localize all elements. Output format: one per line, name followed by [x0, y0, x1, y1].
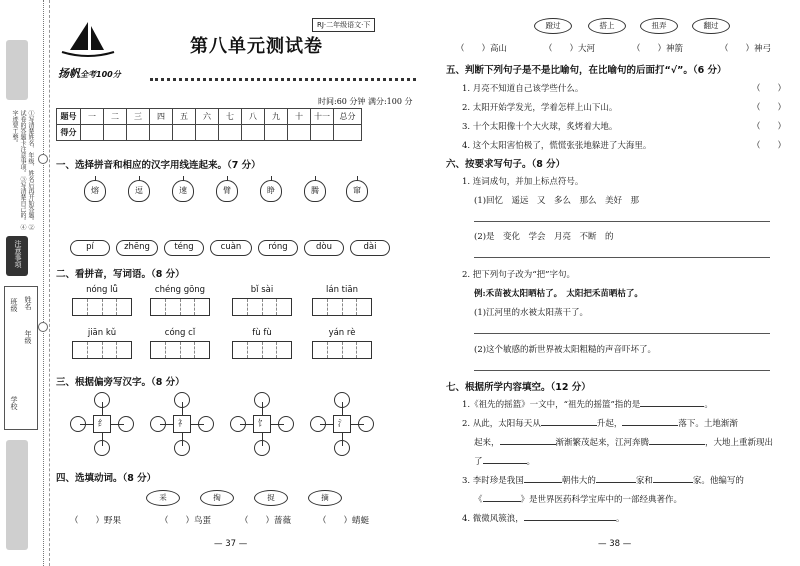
- question-text: 升起，: [596, 419, 623, 429]
- table-cell: 四: [150, 109, 173, 125]
- writing-grid[interactable]: [72, 298, 132, 316]
- pinyin-pill[interactable]: cuàn: [210, 240, 252, 256]
- table-cell: 七: [219, 109, 242, 125]
- score-header-row: [57, 109, 362, 125]
- grade-badge: RJ·二年级语文·下: [312, 18, 375, 32]
- section-2-title: 二、看拼音，写词语。（8 分）: [56, 269, 185, 280]
- pinyin-pill[interactable]: zhēng: [116, 240, 158, 256]
- question-text: 朝伟大的: [561, 476, 596, 486]
- verb-oval: 翻过: [692, 18, 730, 34]
- question-text: 起来，: [474, 438, 500, 448]
- judge-item: 2. 太阳开始学发光，学着怎样上山下山。: [462, 103, 618, 113]
- strip-instructions: ①写清楚姓名、年级、姓名后再开始答题。②试卷的答题卡注意事项。③写清楚自己的。④字迹要工整。: [11, 110, 34, 230]
- score-cell[interactable]: [334, 125, 362, 141]
- question-text: 《: [474, 495, 483, 505]
- question-text: ，大地上重新现出: [705, 438, 774, 448]
- logo: [58, 20, 158, 78]
- radical-cross: [310, 392, 374, 456]
- radical-cross: [150, 392, 214, 456]
- verb-fill-item[interactable]: （ ）高山: [456, 44, 508, 54]
- char-apple[interactable]: 睁: [260, 180, 282, 202]
- question-text: 》是世界医药科学宝库中的一部经典著作。: [520, 495, 683, 505]
- table-cell: 五: [173, 109, 196, 125]
- blank[interactable]: [640, 398, 704, 407]
- blank[interactable]: [500, 436, 556, 445]
- char-apple[interactable]: 腾: [304, 180, 326, 202]
- pinyin-label: nóng lǚ: [86, 285, 118, 295]
- question-text: 。: [704, 400, 713, 410]
- question: 1. 连词成句，并加上标点符号。: [462, 177, 584, 187]
- table-cell: 三: [127, 109, 150, 125]
- judge-answer[interactable]: （ ）: [752, 141, 787, 151]
- question: (1)回忆 遥远 又 多么 那么 美好 那: [474, 196, 640, 206]
- verb-oval: 采: [146, 490, 180, 506]
- score-cell[interactable]: [288, 125, 311, 141]
- score-cell[interactable]: [196, 125, 219, 141]
- strip-fold-line: [43, 0, 45, 566]
- verb-fill-item[interactable]: （ ）大河: [544, 44, 596, 54]
- verb-fill-item[interactable]: （ ）蔷薇: [240, 516, 292, 526]
- radical-box: 饣: [253, 415, 271, 433]
- page-number-right: — 38 —: [598, 539, 632, 549]
- writing-grid[interactable]: [232, 341, 292, 359]
- score-cell[interactable]: [104, 125, 127, 141]
- question-text: 落下。土地渐渐: [678, 419, 738, 429]
- verb-oval: 捉: [254, 490, 288, 506]
- logo-main: 扬帆: [58, 67, 80, 80]
- score-cell[interactable]: [173, 125, 196, 141]
- table-cell: 总分: [334, 109, 362, 125]
- table-cell: 十: [288, 109, 311, 125]
- question-text: 1.《祖先的摇篮》一文中，“祖先的摇篮”指的是: [462, 400, 641, 410]
- answer-line[interactable]: [474, 221, 770, 222]
- table-cell: 十一: [311, 109, 334, 125]
- fill-blank-question: [474, 436, 773, 448]
- score-table: [56, 108, 362, 141]
- section-1-title: 一、选择拼音和相应的汉字用线连起来。（7 分）: [56, 160, 261, 171]
- blank[interactable]: [622, 417, 678, 426]
- verb-oval: 搭上: [588, 18, 626, 34]
- question-text: 。: [615, 514, 625, 524]
- table-cell: 九: [265, 109, 288, 125]
- radical-box: 氵: [333, 415, 351, 433]
- judge-answer[interactable]: （ ）: [752, 103, 787, 113]
- score-cell[interactable]: [265, 125, 288, 141]
- score-cell[interactable]: [127, 125, 150, 141]
- score-cell[interactable]: [150, 125, 173, 141]
- char-apple[interactable]: 熔: [84, 180, 106, 202]
- question-text: 4. 微微风簇浪，: [462, 514, 524, 524]
- table-cell: 一: [81, 109, 104, 125]
- writing-grid[interactable]: [232, 298, 292, 316]
- answer-line[interactable]: [474, 333, 770, 334]
- blank[interactable]: [483, 455, 527, 464]
- score-row: [57, 125, 362, 141]
- radical-box: 礻: [173, 415, 191, 433]
- answer-line[interactable]: [474, 257, 770, 258]
- example: 例:禾苗被太阳晒枯了。 太阳把禾苗晒枯了。: [474, 289, 643, 299]
- writing-grid[interactable]: [150, 341, 210, 359]
- verb-fill-item[interactable]: （ ）神弓: [720, 44, 772, 54]
- binding-hole: [38, 154, 48, 164]
- page-title: 第八单元测试卷: [190, 36, 323, 57]
- pinyin-label: cóng cǐ: [164, 328, 196, 338]
- page-number-left: — 37 —: [214, 539, 248, 549]
- table-cell: 八: [242, 109, 265, 125]
- strip-field-class: 班级: [10, 298, 18, 312]
- question: (2)是 变化 学会 月亮 不断 的: [474, 232, 614, 242]
- pinyin-label: fù fù: [252, 328, 272, 338]
- fill-blank-question: [462, 474, 744, 486]
- binding-hole: [38, 322, 48, 332]
- answer-line[interactable]: [474, 370, 770, 371]
- judge-item: 3. 十个太阳像十个大火球，炙烤着大地。: [462, 122, 618, 132]
- table-cell: 得分: [57, 125, 81, 141]
- pinyin-pill[interactable]: téng: [164, 240, 204, 256]
- pinyin-label: bǐ sài: [250, 285, 274, 295]
- fill-blank-question: [462, 512, 624, 524]
- question-text: 。: [526, 457, 536, 467]
- char-apple[interactable]: 窜: [346, 180, 368, 202]
- blank[interactable]: [524, 512, 616, 521]
- section-3-title: 三、根据偏旁写汉字。（8 分）: [56, 377, 185, 388]
- section-4-title: 四、选填动词。（8 分）: [56, 473, 157, 484]
- question-text: 3. 李时珍是我国: [462, 476, 524, 486]
- pinyin-pill[interactable]: pí: [70, 240, 110, 256]
- fill-blank-question: [474, 455, 535, 467]
- table-cell: 题号: [57, 109, 81, 125]
- fill-blank-question: [462, 417, 738, 429]
- strip-field-school: 学校: [10, 396, 18, 410]
- score-cell[interactable]: [219, 125, 242, 141]
- binding-strip: [0, 0, 50, 566]
- score-cell[interactable]: [242, 125, 265, 141]
- verb-fill-item[interactable]: （ ）神箭: [632, 44, 684, 54]
- writing-grid[interactable]: [72, 341, 132, 359]
- pinyin-pill[interactable]: dài: [350, 240, 390, 256]
- writing-grid[interactable]: [312, 298, 372, 316]
- blank[interactable]: [596, 474, 636, 483]
- pinyin-pill[interactable]: róng: [258, 240, 298, 256]
- fill-blank-question: [474, 493, 682, 505]
- question: (2)这个敏感的新世界被太阳粗糙的声音吓坏了。: [474, 345, 657, 355]
- question-text: 渐渐繁茂起来，江河奔腾: [555, 438, 650, 448]
- radical-box: 纟: [93, 415, 111, 433]
- question-text: 家。他编写的: [692, 476, 744, 486]
- table-cell: 六: [196, 109, 219, 125]
- judge-answer[interactable]: （ ）: [752, 84, 787, 94]
- table-cell: 二: [104, 109, 127, 125]
- char-apple[interactable]: 逗: [128, 180, 150, 202]
- section-5-title: 五、判断下列句子是不是比喻句，在比喻句的后面打“√”。（6 分）: [446, 65, 727, 76]
- radical-cross: [70, 392, 134, 456]
- verb-oval: 摘: [308, 490, 342, 506]
- blank[interactable]: [483, 493, 521, 502]
- verb-fill-item[interactable]: （ ）蜻蜓: [318, 516, 370, 526]
- blank[interactable]: [541, 417, 597, 426]
- question-text: 2. 从此，太阳每天从: [462, 419, 541, 429]
- title-underline: [150, 78, 416, 81]
- char-apple[interactable]: 臂: [216, 180, 238, 202]
- writing-grid[interactable]: [312, 341, 372, 359]
- blank[interactable]: [649, 436, 705, 445]
- question: (1)江河里的水被太阳蒸干了。: [474, 308, 589, 318]
- judge-answer[interactable]: （ ）: [752, 122, 787, 132]
- strip-shade-bottom: [6, 440, 28, 550]
- radical-cross: [230, 392, 294, 456]
- blank[interactable]: [653, 474, 693, 483]
- verb-oval: 扭弄: [640, 18, 678, 34]
- strip-shade-top: [6, 40, 28, 100]
- judge-item: 4. 这个太阳害怕极了，慌慌张张地躲进了大海里。: [462, 141, 652, 151]
- question-text: 了: [474, 457, 483, 467]
- question: 2. 把下列句子改为“把”字句。: [462, 270, 576, 280]
- verb-oval: 蹬过: [534, 18, 572, 34]
- question-text: 家和: [635, 476, 653, 486]
- strip-notice: 注意事项: [14, 240, 22, 268]
- verb-fill-item[interactable]: （ ）鸟蛋: [160, 516, 212, 526]
- pinyin-label: jiān kǔ: [87, 328, 117, 338]
- pinyin-label: chéng gōng: [154, 285, 206, 295]
- score-cell[interactable]: [81, 125, 104, 141]
- pinyin-pill[interactable]: dòu: [304, 240, 344, 256]
- section-6-title: 六、按要求写句子。（8 分）: [446, 159, 566, 170]
- strip-field-grade: 年级: [24, 330, 32, 344]
- fill-blank-question: [462, 398, 713, 410]
- pinyin-label: lán tiān: [326, 285, 358, 295]
- verb-oval: 掏: [200, 490, 234, 506]
- verb-fill-item[interactable]: （ ）野果: [70, 516, 122, 526]
- judge-item: 1. 月亮不知道自己该学些什么。: [462, 84, 584, 94]
- time-score-info: 时间:60 分钟 满分:100 分: [318, 97, 413, 106]
- score-cell[interactable]: [311, 125, 334, 141]
- char-apple[interactable]: 速: [172, 180, 194, 202]
- logo-sub: 全考100分: [80, 70, 121, 79]
- sailboat-icon: [58, 20, 118, 60]
- blank[interactable]: [524, 474, 562, 483]
- pinyin-label: yán rè: [328, 328, 356, 338]
- section-7-title: 七、根据所学内容填空。（12 分）: [446, 382, 591, 393]
- strip-field-name: 姓名: [24, 296, 32, 310]
- writing-grid[interactable]: [150, 298, 210, 316]
